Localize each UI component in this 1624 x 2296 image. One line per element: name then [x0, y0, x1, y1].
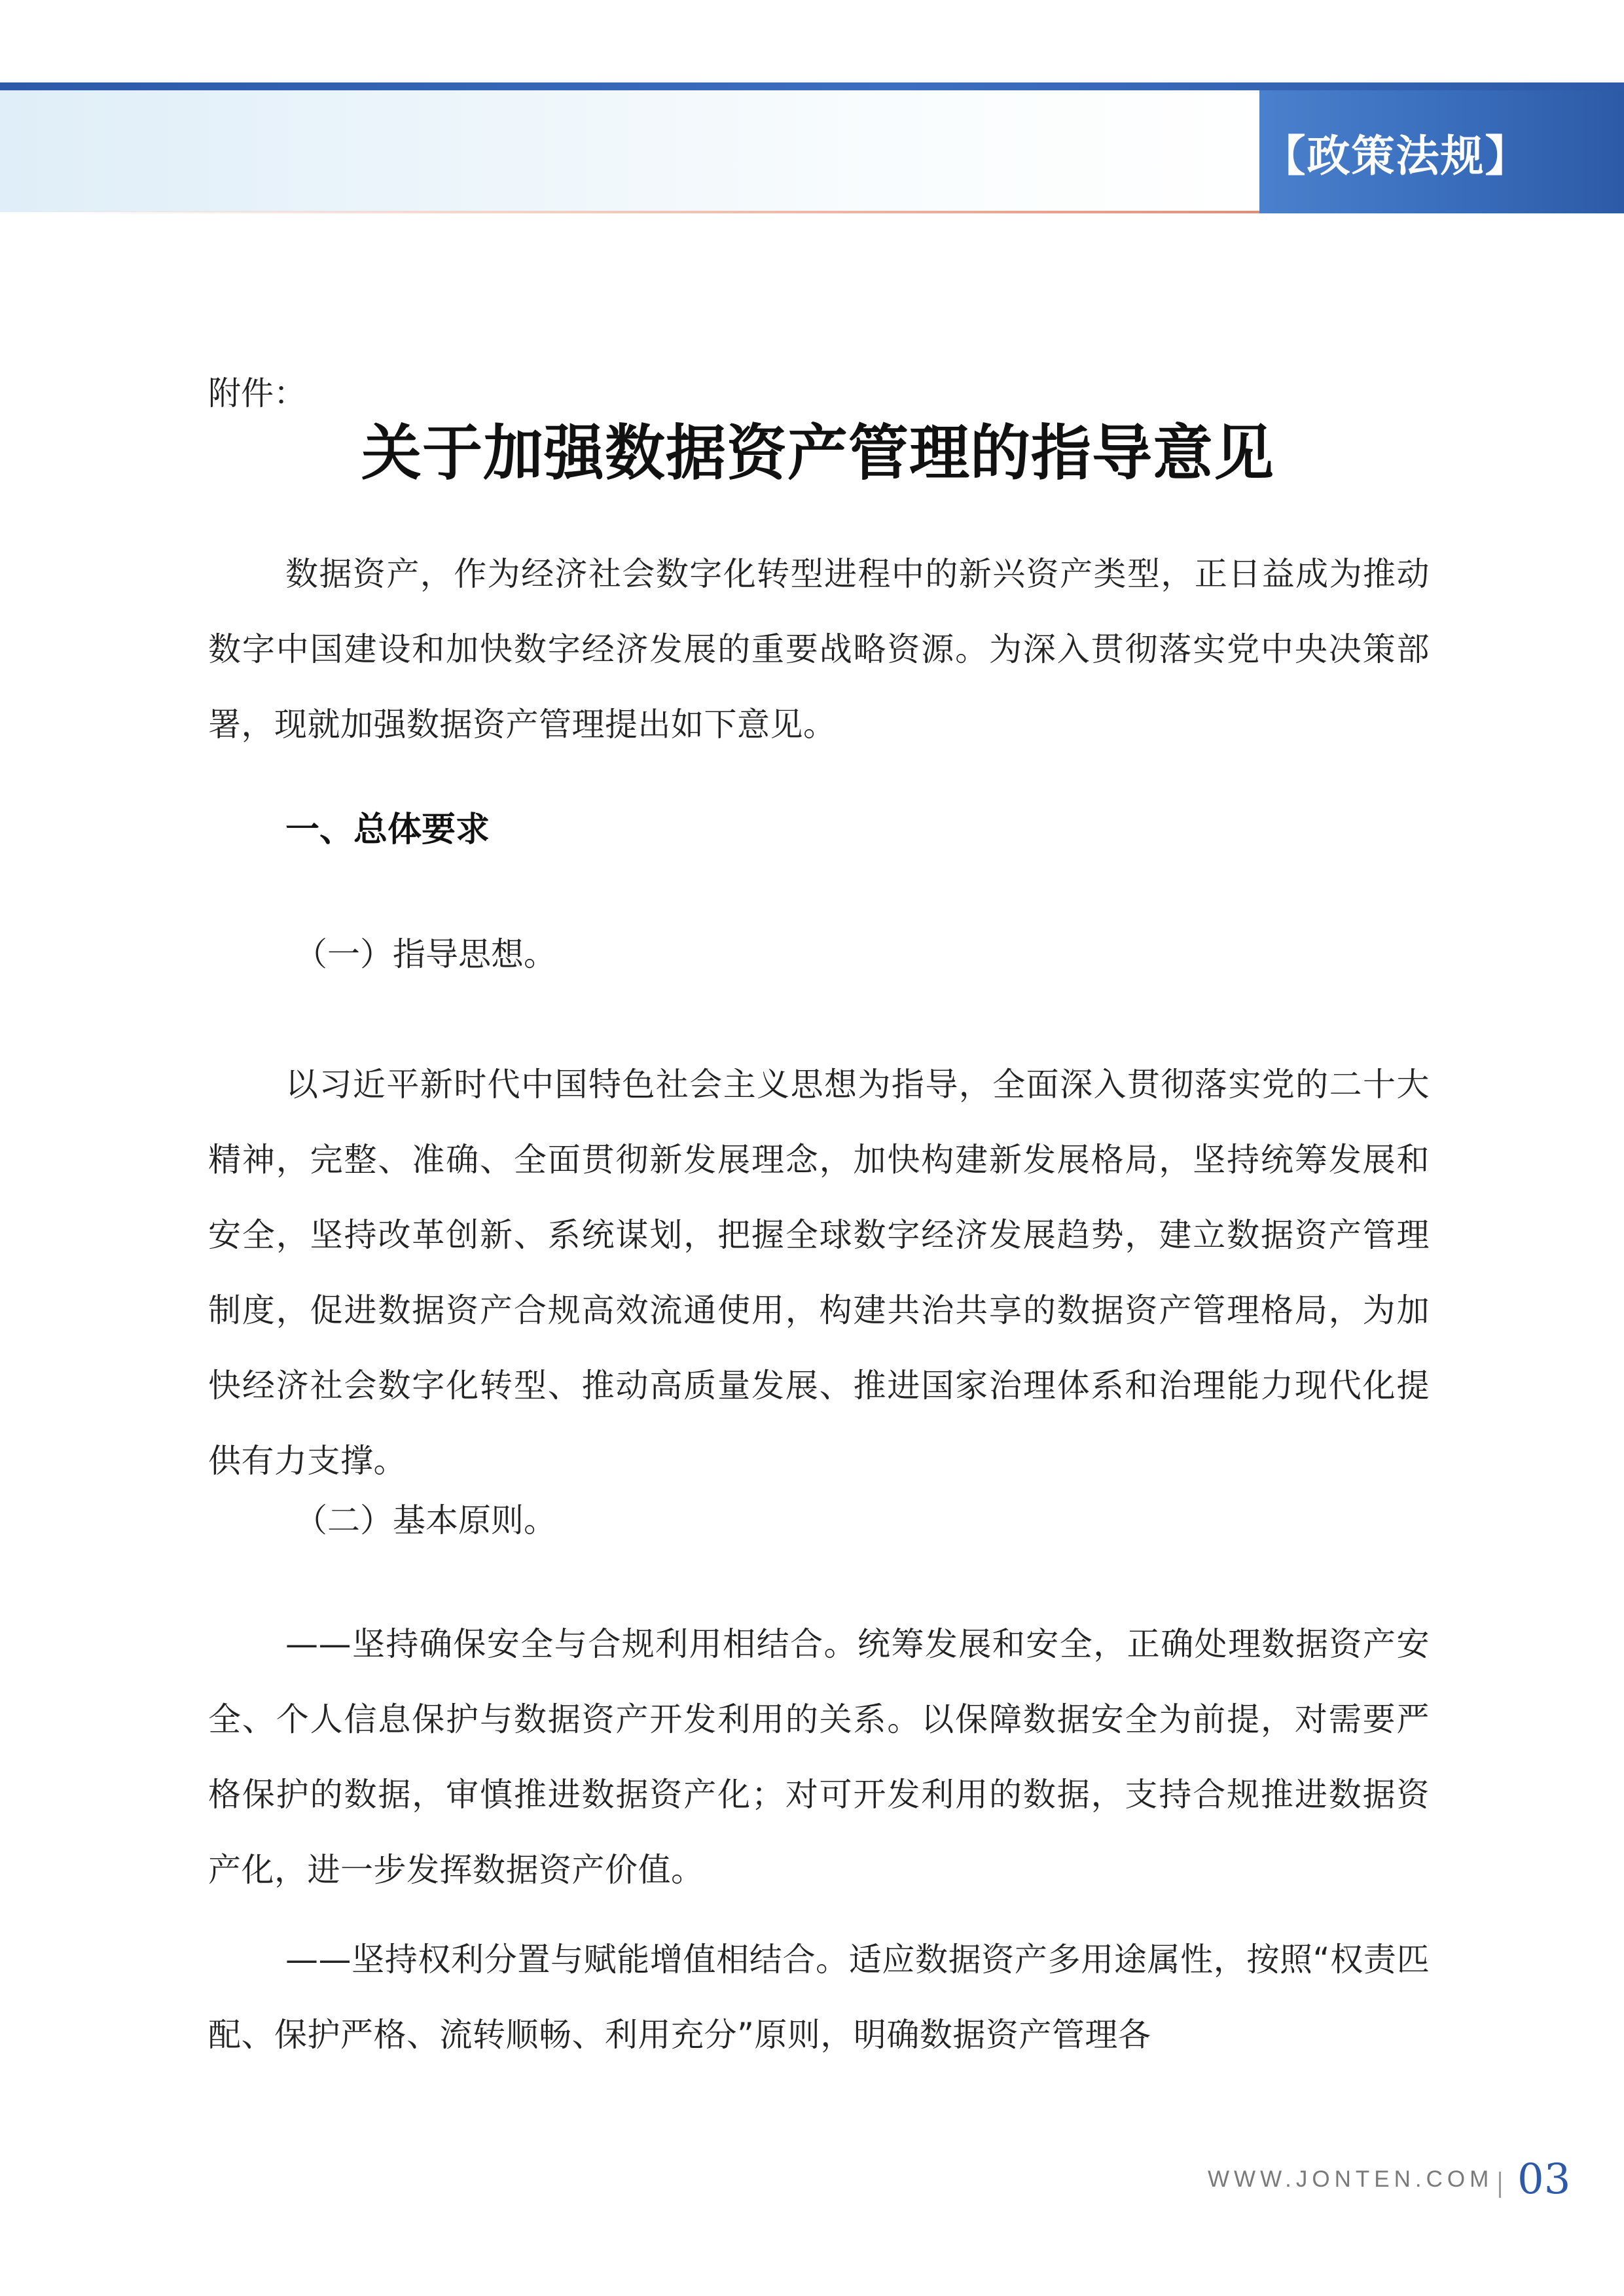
page-number: 03 — [1517, 2155, 1571, 2204]
section-tag: 【政策法规】 — [1262, 130, 1530, 181]
header-band — [0, 90, 1259, 212]
intro-paragraph: 数据资产，作为经济社会数字化转型进程中的新兴资产类型，正日益成为推动数字中国建设和加快数字经济发展的重要战略资源。为深入贯彻落实党中央决策部署，现就加强数据资产管理提出如下意见。 — [208, 555, 1430, 744]
document-title: 关于加强数据资产管理的指导意见 — [361, 418, 1274, 488]
section-heading-general-requirements: 一、总体要求 — [285, 810, 490, 850]
footer-website: WWW.JONTEN.COM — [1208, 2166, 1494, 2192]
section-tag-box — [1259, 90, 1624, 213]
subsection-heading-basic-principles: （二）基本原则。 — [295, 1501, 556, 1539]
principle-paragraph: ——坚持权利分置与赋能增值相结合。适应数据资产多用途属性，按照“权责匹配、保护严格、流转顺畅、利用充分”原则，明确数据资产管理各 — [208, 1941, 1430, 2054]
principle-paragraph: ——坚持确保安全与合规利用相结合。统筹发展和安全，正确处理数据资产安全、个人信息保护与数据资产开发利用的关系。以保障数据安全为前提，对需要严格保护的数据，审慎推进数据资产化；对可开发利用的数据，支持合规推进数据资产化，进一步发挥数据资产价值。 — [208, 1625, 1430, 1889]
header-accent-line — [26, 211, 1259, 213]
header-top-line — [0, 82, 1624, 90]
attachment-label: 附件： — [208, 374, 306, 412]
guiding-ideology-paragraph: 以习近平新时代中国特色社会主义思想为指导，全面深入贯彻落实党的二十大精神，完整、准确、全面贯彻新发展理念，加快构建新发展格局，坚持统筹发展和安全，坚持改革创新、系统谋划，把握全球数字经济发展趋势，建立数据资产管理制度，促进数据资产合规高效流通使用，构建共治共享的数据资产管理格局，为加快经济社会数字化转型、推动高质量发展、推进国家治理体系和治理能力现代化提供有力支撑。 — [208, 1066, 1430, 1480]
footer-divider — [1499, 2172, 1501, 2198]
subsection-heading-guiding-ideology: （一）指导思想。 — [295, 935, 556, 973]
